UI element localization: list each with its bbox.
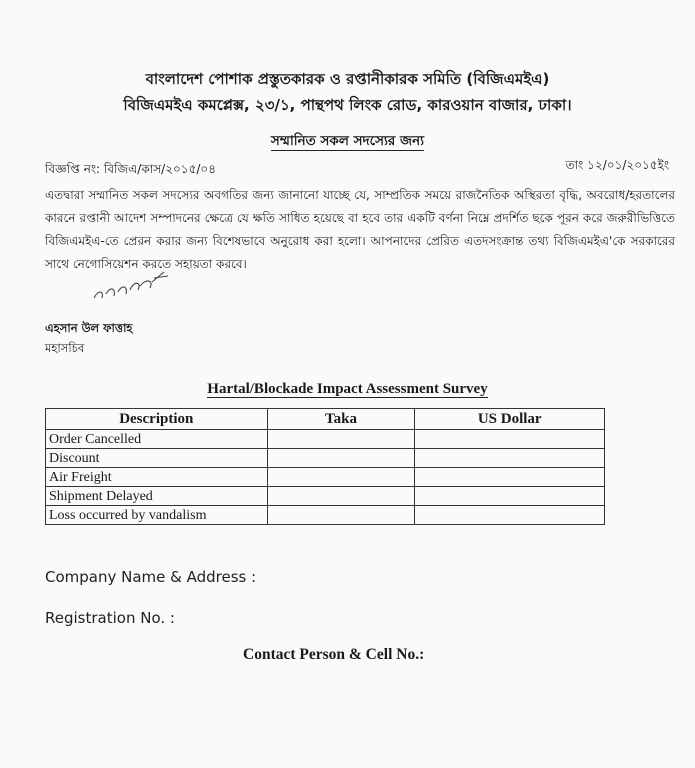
taka-cell[interactable] xyxy=(267,487,415,506)
notice-body: এতদ্বারা সম্মানিত সকল সদস্যের অবগতির জন্য জানানো যাচ্ছে যে, সাম্প্রতিক সময়ে রাজনৈতিক অস্থিরতা বৃদ্ধি, অবরোধ/হরতালের কারনে রপ্তানী আদেশ সম্পাদনের ক্ষেত্রে যে ক্ষতি সাধিত হয়েছে বা হবে তার একটি বর্ণনা নিম্নে প্রদর্শিত ছকে পূরন করে জরুরীভিত্তিতে বিজিএমইএ-তে প্রেরন করার জন্য বিশেষভাবে অনুরোধ করা হলো। আপনাদের প্রেরিত এতদসংক্রান্ত তথ্য বিজিএমইএ'কে সরকারের সাথে নেগোসিয়েশন করতে সহায়তা করবে। xyxy=(45,188,675,271)
organization-address: বিজিএমইএ কমপ্লেক্স, ২৩/১, পান্থপথ লিংক রোড, কারওয়ান বাজার, ঢাকা। xyxy=(123,96,572,114)
taka-cell[interactable] xyxy=(267,506,415,525)
company-name-field-label: Company Name & Address : xyxy=(45,568,257,586)
signatory-name: এহসান উল ফাত্তাহ xyxy=(45,321,133,335)
usd-cell[interactable] xyxy=(415,449,605,468)
usd-cell[interactable] xyxy=(415,468,605,487)
survey-table xyxy=(45,408,605,525)
row-description: Shipment Delayed xyxy=(46,487,268,506)
row-description: Discount xyxy=(46,449,268,468)
taka-cell[interactable] xyxy=(267,449,415,468)
row-description: Air Freight xyxy=(46,468,268,487)
table-row xyxy=(46,430,605,449)
column-header-description: Description xyxy=(46,409,268,430)
signatory-title: মহাসচিব xyxy=(45,341,85,355)
taka-cell[interactable] xyxy=(267,468,415,487)
table-row xyxy=(46,449,605,468)
usd-cell[interactable] xyxy=(415,487,605,506)
column-header-taka: Taka xyxy=(267,409,415,430)
usd-cell[interactable] xyxy=(415,430,605,449)
usd-cell[interactable] xyxy=(415,506,605,525)
reference-number: বিজ্ঞপ্তি নং: বিজিএ/কাস/২০১৫/০৪ xyxy=(45,162,217,176)
table-row xyxy=(46,506,605,525)
row-description: Loss occurred by vandalism xyxy=(46,506,268,525)
notice-subject-text: সম্মানিত সকল সদস্যের জন্য xyxy=(270,133,425,149)
table-row xyxy=(46,487,605,506)
survey-title-text: Hartal/Blockade Impact Assessment Survey xyxy=(207,381,488,397)
table-row xyxy=(46,468,605,487)
organization-name: বাংলাদেশ পোশাক প্রস্তুতকারক ও রপ্তানীকারক সমিতি (বিজিএমইএ) xyxy=(145,70,550,88)
contact-person-field-label: Contact Person & Cell No.: xyxy=(243,646,425,663)
survey-header-row xyxy=(46,409,605,430)
notice-date: তাং ১২/০১/২০১৫ইং xyxy=(565,158,669,172)
row-description: Order Cancelled xyxy=(46,430,268,449)
handwritten-scribble xyxy=(92,268,172,304)
registration-no-field-label: Registration No. : xyxy=(45,609,175,627)
column-header-usd: US Dollar xyxy=(415,409,605,430)
survey-title xyxy=(0,381,695,398)
taka-cell[interactable] xyxy=(267,430,415,449)
notice-subject xyxy=(0,130,695,153)
